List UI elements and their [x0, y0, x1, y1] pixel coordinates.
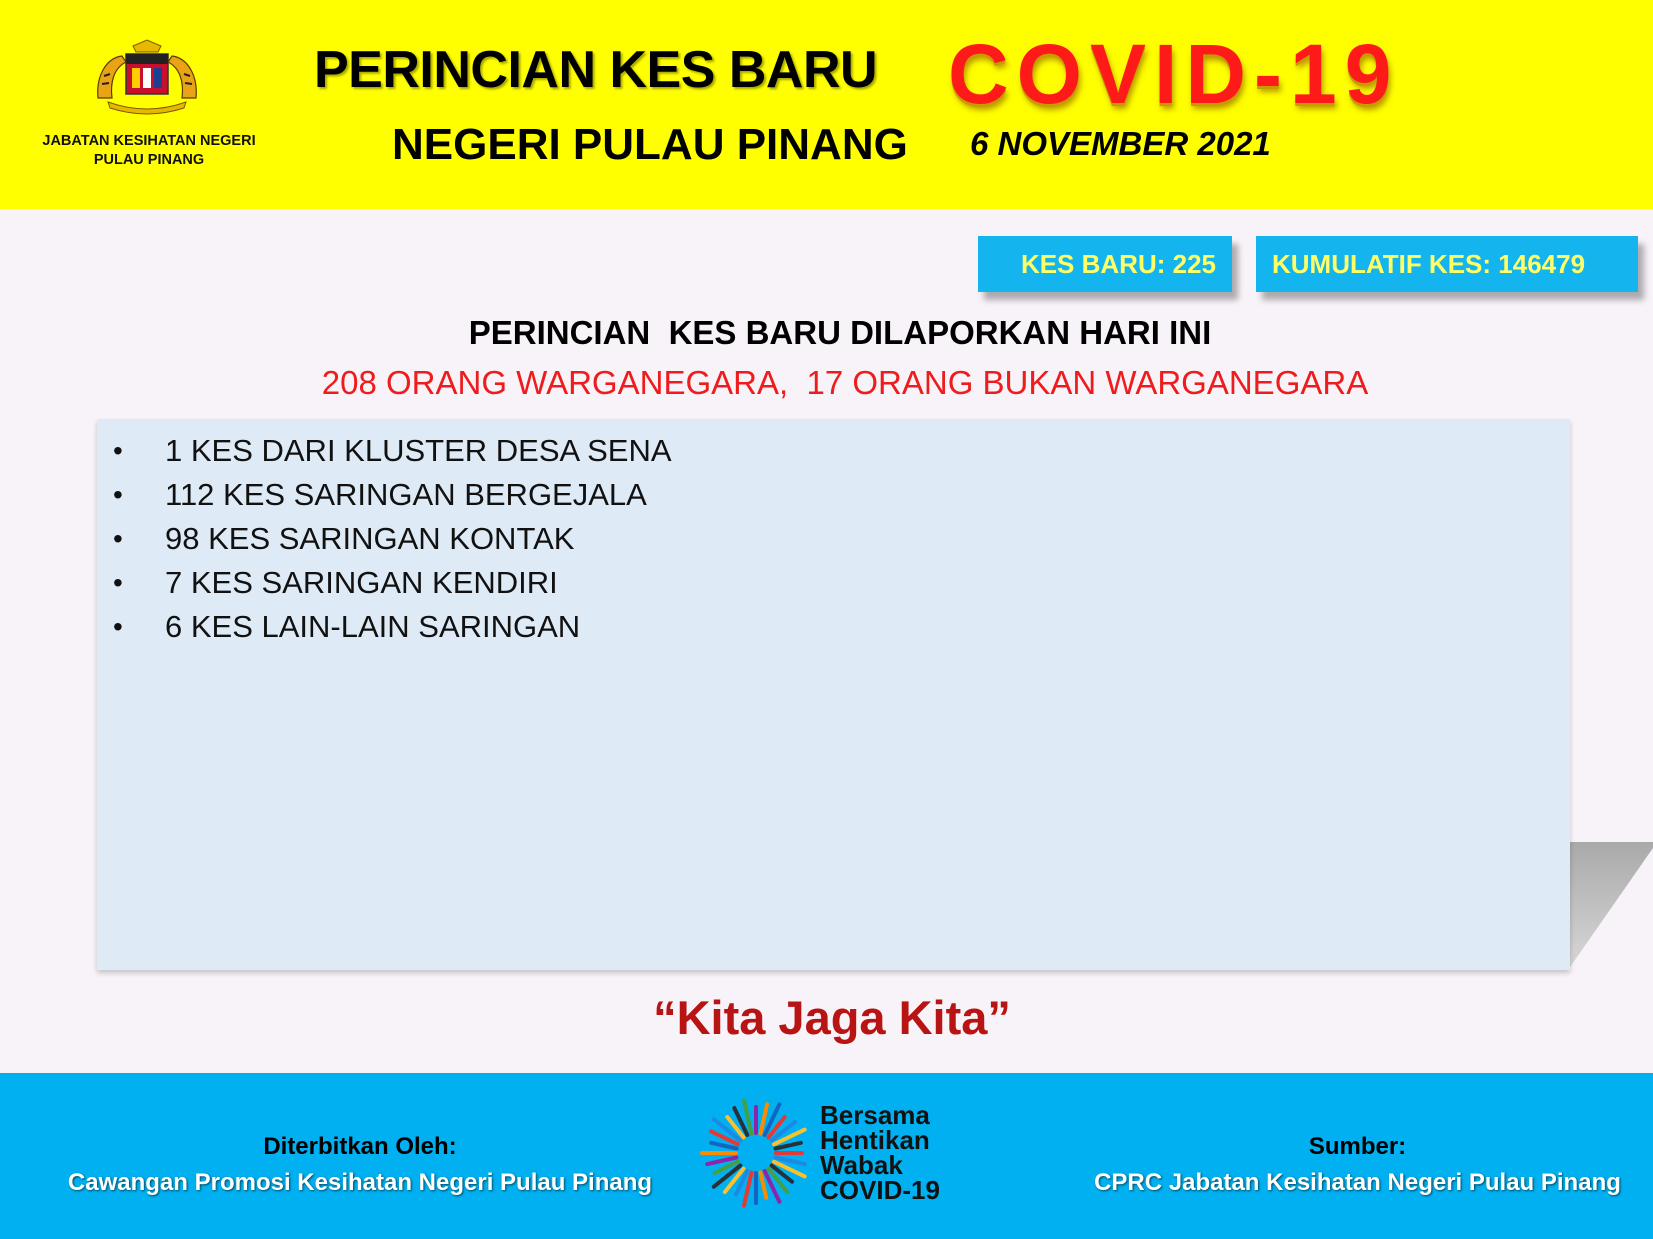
publisher-block	[30, 1133, 690, 1197]
list-item: • 1 KES DARI KLUSTER DESA SENA	[97, 429, 672, 473]
logo-line: Hentikan	[820, 1125, 930, 1155]
panel-shadow-decoration	[1568, 842, 1653, 970]
case-list	[97, 429, 672, 649]
starburst-icon	[700, 1097, 812, 1209]
case-breakdown-panel	[97, 419, 1570, 970]
section-subtitle: 208 ORANG WARGANEGARA, 17 ORANG BUKAN WARGANEGARA	[321, 364, 1369, 401]
list-item: • 98 KES SARINGAN KONTAK	[97, 517, 672, 561]
logo-line: Wabak	[820, 1150, 903, 1180]
footer-banner	[0, 1073, 1653, 1239]
report-date: 6 NOVEMBER 2021	[970, 125, 1271, 162]
section-title: PERINCIAN KES BARU DILAPORKAN HARI INI	[468, 314, 1212, 351]
covid-title: COVID-19	[948, 27, 1400, 121]
published-label: Diterbitkan Oleh:	[263, 1133, 457, 1160]
source-block	[1080, 1133, 1635, 1197]
new-cases-badge: KES BARU: 225	[978, 236, 1232, 292]
header-banner	[0, 0, 1653, 209]
logo-line: COVID-19	[820, 1175, 940, 1205]
publisher-name: Cawangan Promosi Kesihatan Negeri Pulau Pinang	[67, 1169, 653, 1196]
page-title: PERINCIAN KES BARU	[314, 41, 878, 99]
slogan: “Kita Jaga Kita”	[653, 991, 1011, 1044]
cumulative-cases-badge: KUMULATIF KES: 146479	[1256, 236, 1638, 292]
list-item: • 6 KES LAIN-LAIN SARINGAN	[97, 605, 672, 649]
state-name: NEGERI PULAU PINANG	[392, 120, 908, 169]
list-item: • 112 KES SARINGAN BERGEJALA	[97, 473, 672, 517]
list-item: • 7 KES SARINGAN KENDIRI	[97, 561, 672, 605]
coat-of-arms-icon	[88, 38, 206, 120]
logo-text	[820, 1100, 940, 1205]
department-name: JABATAN KESIHATAN NEGERI PULAU PINANG	[42, 133, 256, 168]
source-name: CPRC Jabatan Kesihatan Negeri Pulau Pinang	[1094, 1169, 1621, 1196]
campaign-logo	[700, 1097, 960, 1217]
logo-line: Bersama	[820, 1100, 930, 1130]
source-label: Sumber:	[1308, 1133, 1407, 1160]
